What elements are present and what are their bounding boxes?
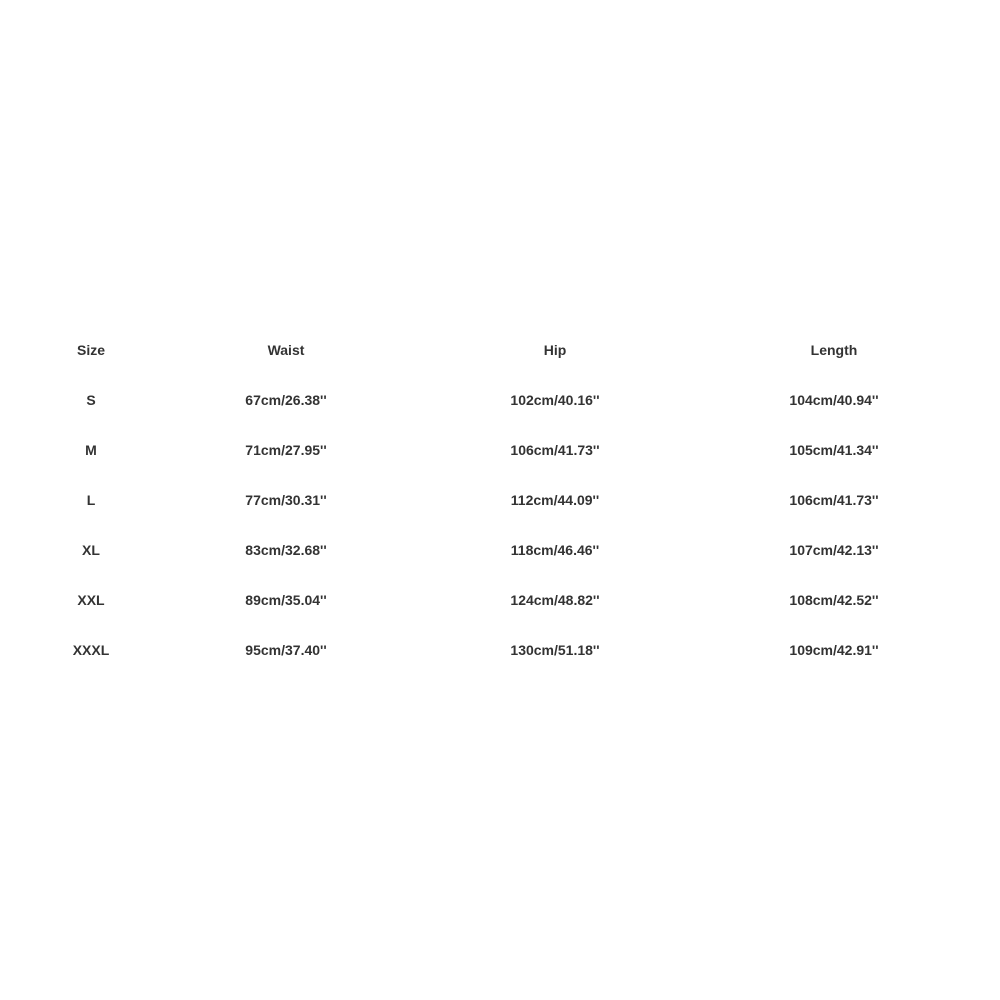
size-cell: L [86,492,96,508]
size-chart-header-row [0,325,1000,375]
header-hip: Hip [543,342,567,358]
table-row [0,375,1000,425]
hip-cell: 124cm/48.82'' [510,592,600,608]
length-cell: 106cm/41.73'' [789,492,879,508]
length-cell: 105cm/41.34'' [789,442,879,458]
table-row [0,425,1000,475]
size-cell: XL [82,542,100,558]
hip-cell: 118cm/46.46'' [510,542,600,558]
header-length: Length [810,342,858,358]
waist-cell: 95cm/37.40'' [245,642,327,658]
hip-cell: 112cm/44.09'' [510,492,600,508]
waist-cell: 77cm/30.31'' [245,492,327,508]
hip-cell: 102cm/40.16'' [510,392,600,408]
waist-cell: 83cm/32.68'' [245,542,327,558]
waist-cell: 71cm/27.95'' [245,442,327,458]
header-waist: Waist [267,342,305,358]
table-row [0,475,1000,525]
size-cell: XXL [77,592,105,608]
table-row [0,525,1000,575]
size-cell: S [86,392,96,408]
table-row [0,625,1000,675]
size-chart-table [0,325,1000,675]
hip-cell: 130cm/51.18'' [510,642,600,658]
hip-cell: 106cm/41.73'' [510,442,600,458]
waist-cell: 89cm/35.04'' [245,592,327,608]
length-cell: 107cm/42.13'' [789,542,879,558]
header-size: Size [76,342,105,358]
size-cell: M [85,442,97,458]
length-cell: 109cm/42.91'' [789,642,879,658]
table-row [0,575,1000,625]
size-cell: XXXL [72,642,110,658]
waist-cell: 67cm/26.38'' [245,392,327,408]
length-cell: 104cm/40.94'' [789,392,879,408]
length-cell: 108cm/42.52'' [789,592,879,608]
